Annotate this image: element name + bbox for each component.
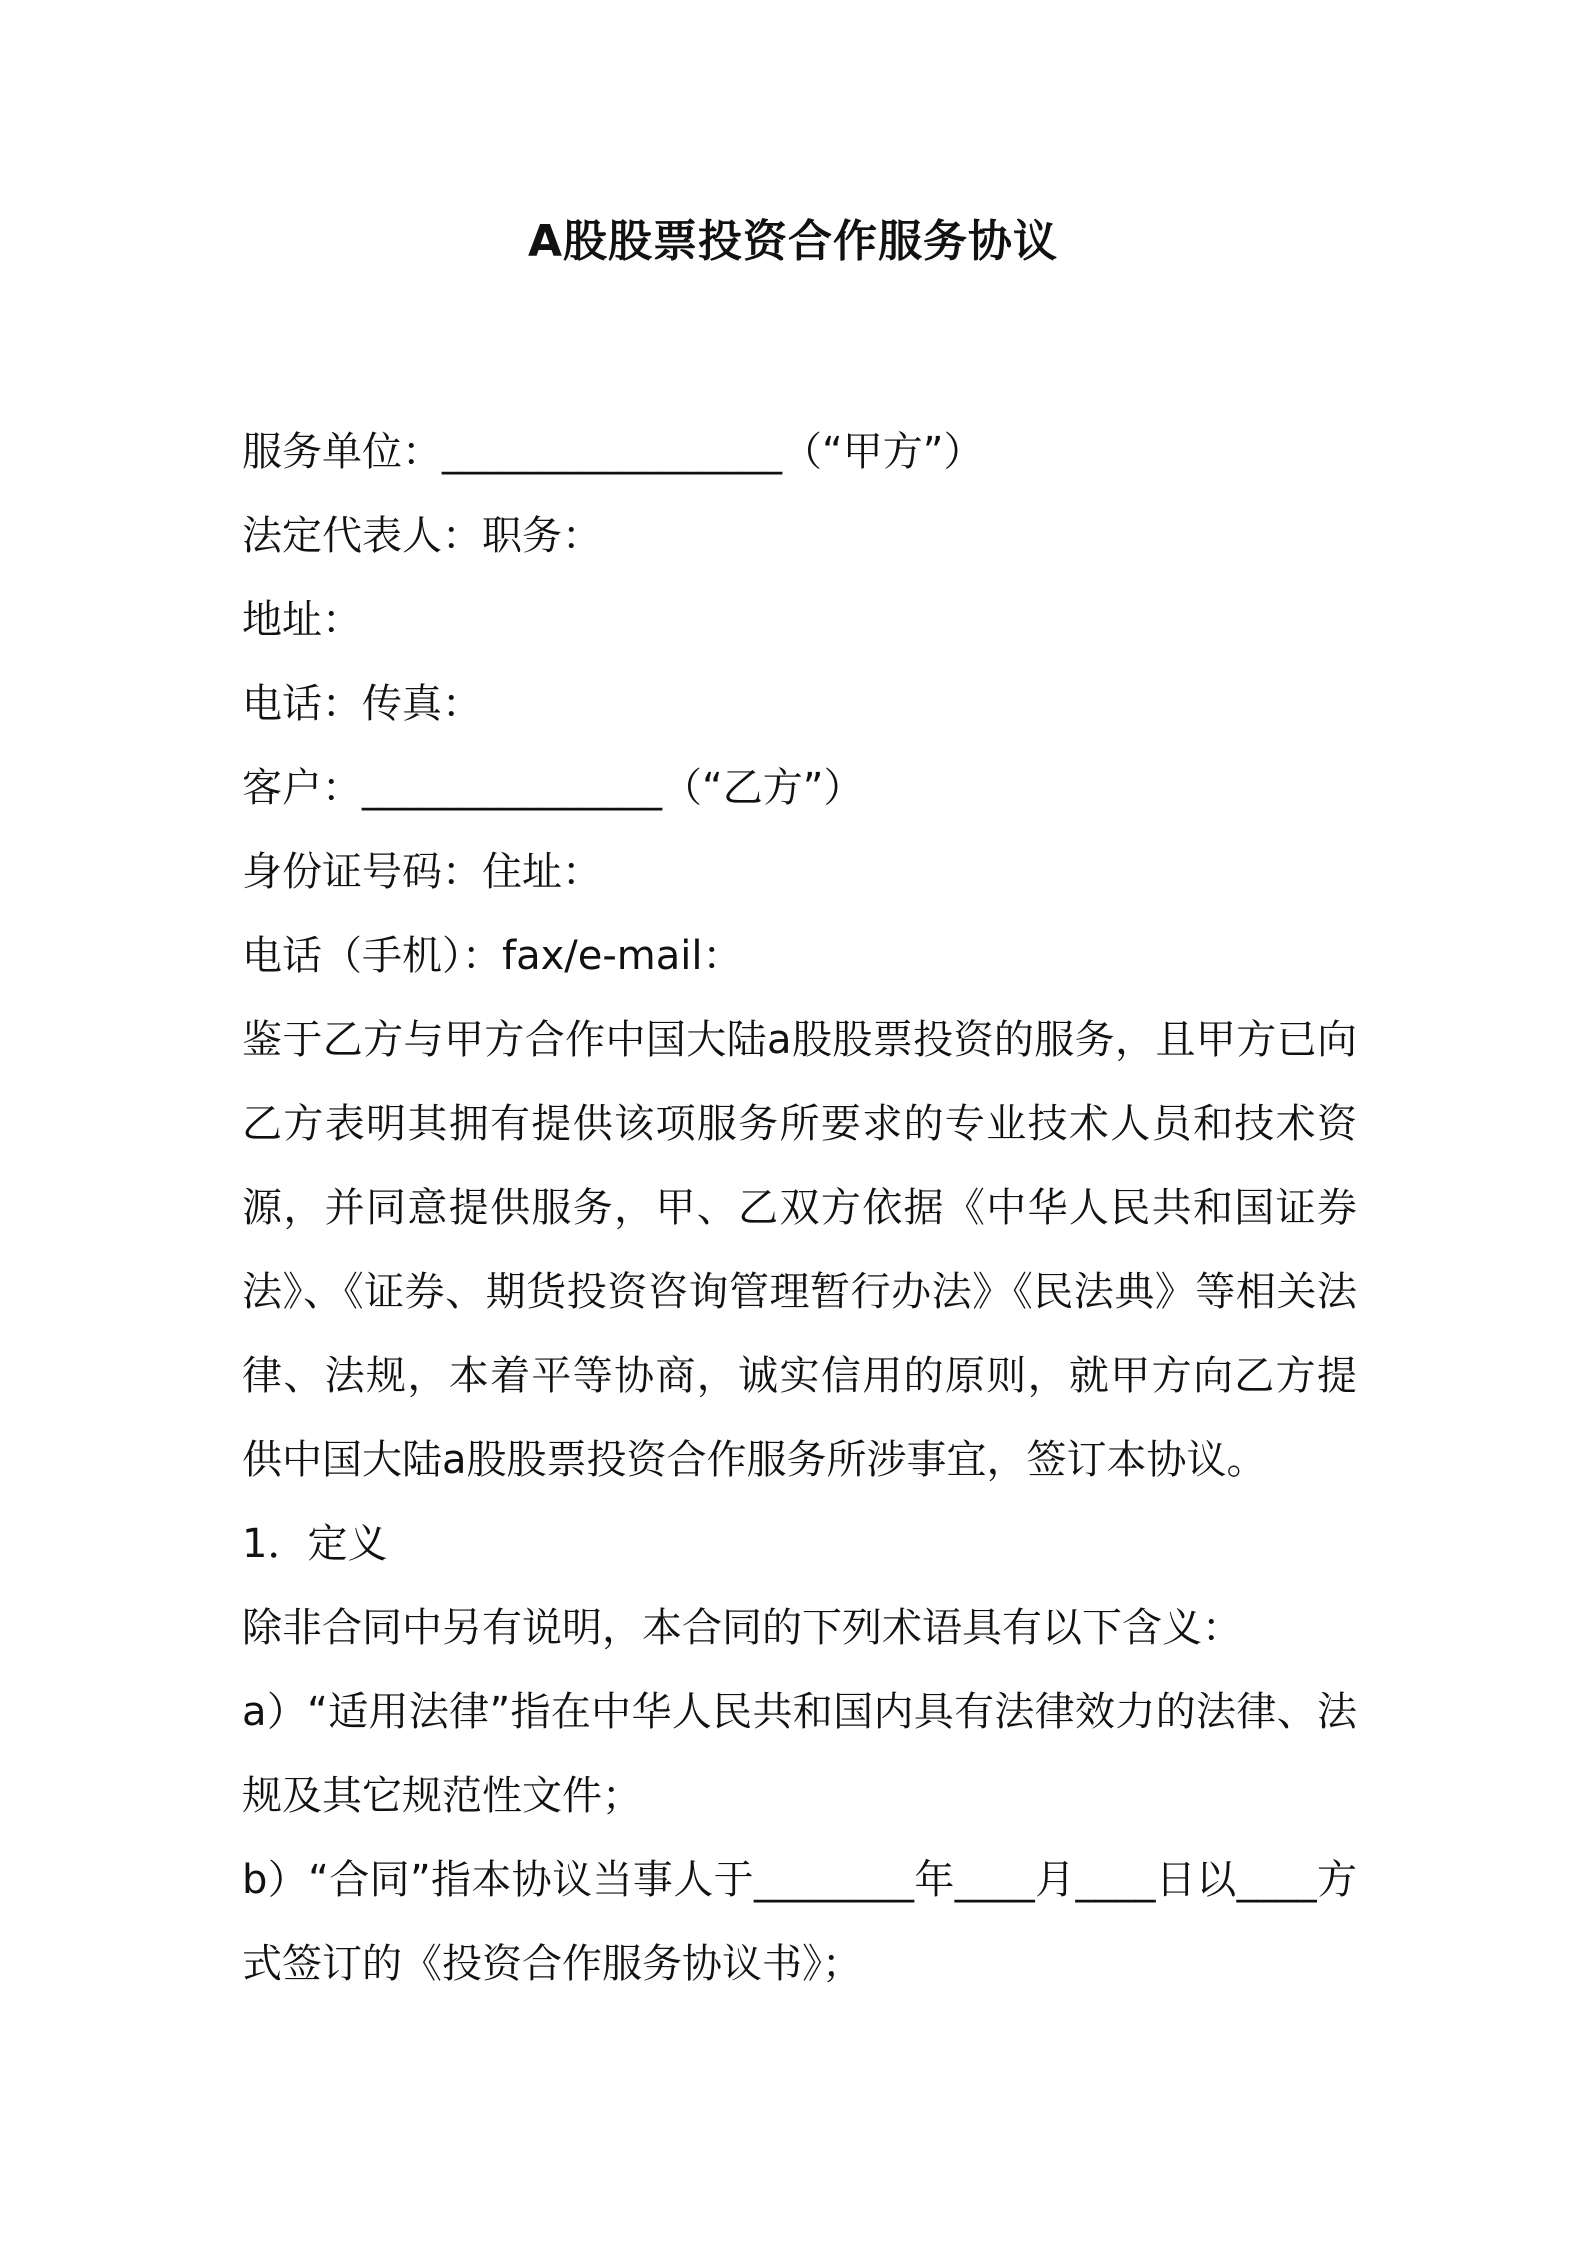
definition-a: a）“适用法律”指在中华人民共和国内具有法律效力的法律、法规及其它规范性文件； <box>242 1689 1357 1819</box>
document-title: A股股票投资合作服务协议 <box>527 216 1059 267</box>
legal-representative-line: 法定代表人：职务： <box>242 513 602 559</box>
preamble-paragraph: 鉴于乙方与甲方合作中国大陆a股股票投资的服务，且甲方已向乙方表明其拥有提供该项服务所要求的专业技术人员和技术资源，并同意提供服务，甲、乙双方依据《中华人民共和国证券法》、《证券、期货投资咨询管理暂行办法》《民法典》等相关法律、法规，本着平等协商，诚实信用的原则，就甲方向乙方提供中国大陆a股股票投资合作服务所涉事宜，签订本协议。 <box>242 1017 1357 1483</box>
section-1-intro: 除非合同中另有说明，本合同的下列术语具有以下含义： <box>242 1605 1242 1651</box>
phone-fax-line: 电话：传真： <box>242 681 482 727</box>
party-a-name-line: 服务单位：_________________（“甲方”） <box>242 429 984 475</box>
definition-b: b）“合同”指本协议当事人于________年____月____日以____方式签订的《投资合作服务协议书》； <box>242 1857 1357 1987</box>
party-b-name-line: 客户：_______________（“乙方”） <box>242 765 864 811</box>
section-1-heading: 1．定义 <box>242 1521 388 1567</box>
document-body <box>242 410 1357 2006</box>
mobile-email-line: 电话（手机）：fax/e-mail： <box>242 933 743 979</box>
id-number-line: 身份证号码：住址： <box>242 849 602 895</box>
address-line: 地址： <box>242 597 362 643</box>
